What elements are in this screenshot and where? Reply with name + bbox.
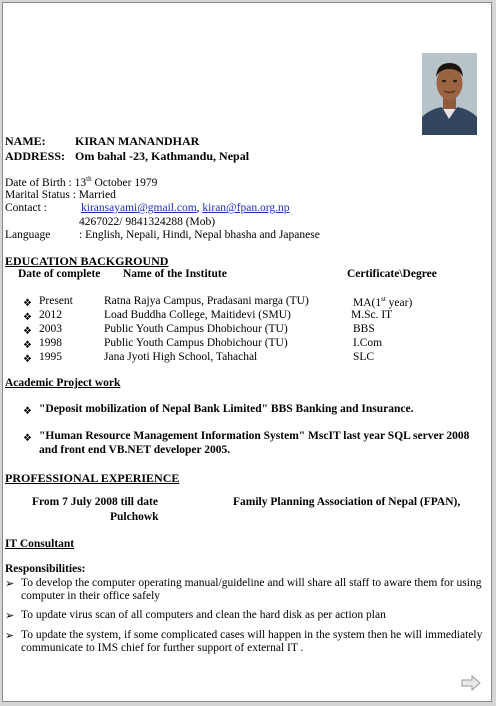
diamond-bullet-icon: ❖: [23, 354, 32, 365]
address-value: Om bahal -23, Kathmandu, Nepal: [75, 149, 250, 163]
diamond-bullet-icon: ❖: [23, 406, 32, 417]
responsibility-item: To update the system, if some complicated cases will happen in the system then he will immediately: [21, 629, 483, 641]
dob-rest: October 1979: [91, 176, 158, 189]
education-date: 1995: [39, 351, 62, 363]
email-link-personal[interactable]: kiransayami@gmail.com: [81, 202, 197, 214]
education-institute: Public Youth Campus Dhobichour (TU): [104, 337, 288, 349]
language-value: : English, Nepali, Hindi, Nepal bhasha and Japanese: [79, 229, 320, 241]
responsibility-item: To develop the computer operating manual/guideline and will share all staff to aware them for using: [21, 577, 482, 589]
experience-organization: Family Planning Association of Nepal (FPAN),: [233, 496, 461, 508]
education-date: 2003: [39, 323, 62, 335]
education-col-certificate: Certificate\Degree: [347, 268, 437, 280]
address-label: ADDRESS:: [5, 149, 66, 163]
project-item: "Human Resource Management Information System" MscIT last year SQL server 2008: [39, 430, 470, 442]
arrow-bullet-icon: ➢: [5, 578, 15, 590]
education-heading: EDUCATION BACKGROUND: [5, 254, 169, 268]
date-of-birth: [5, 175, 157, 189]
email-separator: ,: [196, 202, 200, 214]
next-page-arrow-icon[interactable]: [461, 675, 481, 691]
email-link-work[interactable]: kiran@fpan.org.np: [202, 202, 290, 214]
education-institute: Ratna Rajya Campus, Pradasani marga (TU): [104, 295, 309, 307]
name-value: KIRAN MANANDHAR: [75, 134, 200, 148]
diamond-bullet-icon: ❖: [23, 326, 32, 337]
dob-label: Date of Birth : 13: [5, 176, 87, 189]
experience-location: Pulchowk: [110, 511, 159, 523]
education-institute: Jana Jyoti High School, Tahachal: [104, 351, 258, 363]
contact-label: Contact :: [5, 202, 47, 214]
marital-status: Marital Status : Married: [5, 189, 116, 201]
role-title: IT Consultant: [5, 538, 75, 550]
education-certificate: I.Com: [353, 337, 383, 349]
diamond-bullet-icon: ❖: [23, 340, 32, 351]
education-certificate: BBS: [353, 323, 375, 335]
education-institute: Load Buddha College, Maitidevi (SMU): [104, 309, 291, 321]
responsibility-item: To update virus scan of all computers and clean the hard disk as per action plan: [21, 609, 386, 621]
name-label: NAME:: [5, 134, 46, 148]
experience-period: From 7 July 2008 till date: [32, 496, 158, 508]
responsibility-item-continued: communicate to IMS chief for further support of external IT .: [21, 642, 304, 654]
responsibility-item-continued: computer in their office safely: [21, 590, 161, 602]
projects-heading: Academic Project work: [5, 377, 121, 389]
education-col-institute: Name of the Institute: [123, 268, 227, 280]
resume-page: [2, 2, 492, 702]
education-date: 2012: [39, 309, 62, 321]
language-label: Language: [5, 229, 51, 241]
education-institute: Public Youth Campus Dhobichour (TU): [104, 323, 288, 335]
education-certificate: SLC: [353, 351, 375, 363]
education-certificate: MA(1st year): [353, 295, 413, 309]
experience-heading: PROFESSIONAL EXPERIENCE: [5, 471, 180, 485]
profile-photo: [422, 53, 477, 135]
diamond-bullet-icon: ❖: [23, 298, 32, 309]
contact-phone: 4267022/ 9841324288 (Mob): [79, 216, 216, 228]
diamond-bullet-icon: ❖: [23, 312, 32, 323]
dob-suffix: th: [86, 175, 92, 183]
education-date: 1998: [39, 337, 62, 349]
contact-emails: [81, 202, 289, 214]
education-certificate: M.Sc. IT: [351, 309, 393, 321]
diamond-bullet-icon: ❖: [23, 433, 32, 444]
responsibilities-heading: Responsibilities:: [5, 563, 86, 575]
project-item: "Deposit mobilization of Nepal Bank Limited" BBS Banking and Insurance.: [39, 403, 414, 415]
education-col-date: Date of complete: [18, 268, 101, 280]
project-item-continued: and front end VB.NET developer 2005.: [39, 444, 231, 456]
arrow-bullet-icon: ➢: [5, 610, 15, 622]
education-date: Present: [39, 295, 73, 307]
arrow-bullet-icon: ➢: [5, 630, 15, 642]
